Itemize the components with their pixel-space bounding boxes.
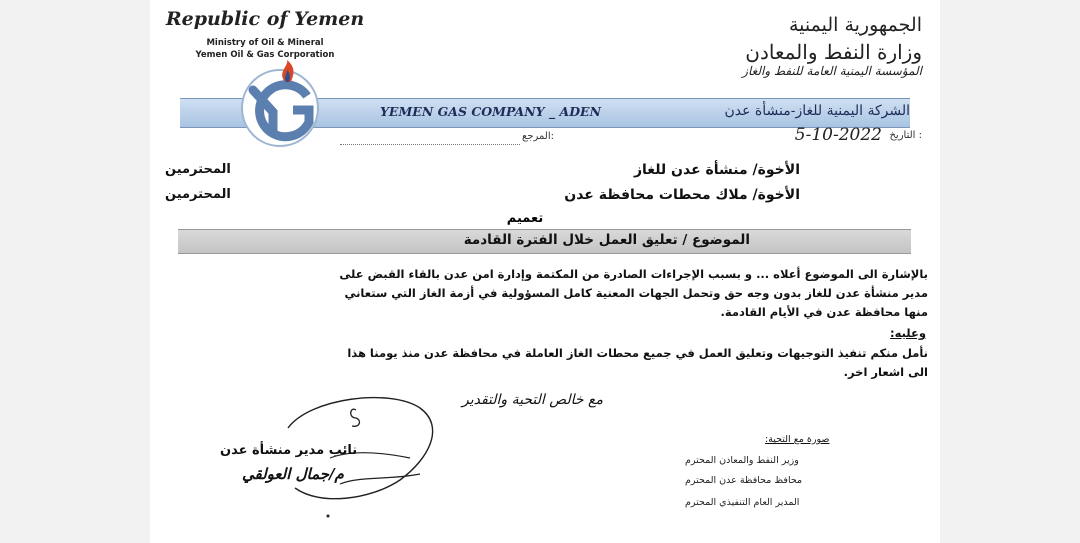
signer-name: م/جمال العولقي	[242, 465, 344, 483]
company-name-ar: الشركة اليمنية للغاز-منشأة عدن	[724, 103, 910, 119]
ministry-name-ar: وزارة النفط والمعادن	[745, 40, 922, 64]
cc-item: محافظ محافظة عدن المحترم	[685, 475, 803, 486]
signer-title: نائب مدير منشأة عدن	[220, 443, 358, 458]
reference-label: المرجع:	[522, 131, 555, 142]
closing-regards: مع خالص التحية والتقدير	[462, 392, 603, 408]
subject-line: الموضوع / تعليق العمل خلال الفترة القادمة	[463, 232, 750, 248]
recipient-line: الأخوة/ ملاك محطات محافظة عدن	[564, 187, 800, 203]
republic-title-en: Republic of Yemen	[165, 8, 365, 30]
body-paragraph-line: منها محافظة عدن في الأيام القادمة.	[720, 305, 928, 319]
recipient-honorific: المحترمين	[165, 162, 231, 177]
recipient-honorific: المحترمين	[165, 187, 231, 202]
letter-page	[150, 0, 940, 543]
recipient-line: الأخوة/ منشأة عدن للغاز	[633, 162, 800, 178]
date-label: التاريخ :	[889, 130, 922, 141]
cc-item: وزير النفط والمعادن المحترم	[685, 455, 799, 466]
corporation-name-en: Yemen Oil & Gas Corporation	[195, 50, 335, 60]
therefore-label: وعليه:	[890, 326, 926, 340]
ministry-name-en: Ministry of Oil & Mineral	[206, 38, 324, 48]
reference-dotted-line	[340, 144, 520, 145]
corporation-name-ar: المؤسسة اليمنية العامة للنفط والغاز	[742, 64, 922, 78]
republic-title-ar: الجمهورية اليمنية	[788, 14, 922, 36]
cc-item: المدير العام التنفيذي المحترم	[685, 497, 800, 508]
body-paragraph-line: بالإشارة الى الموضوع أعلاه ... و بسبب الإجراءات الصادرة من المكتمة وإدارة امن عدن بالقاء القبض على	[339, 267, 928, 281]
body-paragraph-line: مدير منشأة عدن للغاز بدون وجه حق وتحمل الجهات المعنية كامل المسؤولية في أزمة الغاز التي ستعاني	[344, 286, 928, 300]
company-name-en: YEMEN GAS COMPANY _ ADEN	[380, 104, 602, 119]
company-logo	[205, 60, 355, 150]
cc-heading: صورة مع التحية:	[765, 434, 830, 445]
body-paragraph-line: نأمل منكم تنفيذ التوجيهات وتعليق العمل في جميع محطات الغاز العاملة في محافظة عدن منذ يومنا هذا	[347, 346, 928, 360]
body-paragraph-line: الى اشعار اخر.	[843, 365, 928, 379]
circular-heading: تعميم	[506, 211, 544, 226]
date-value: 5-10-2022	[794, 125, 882, 145]
